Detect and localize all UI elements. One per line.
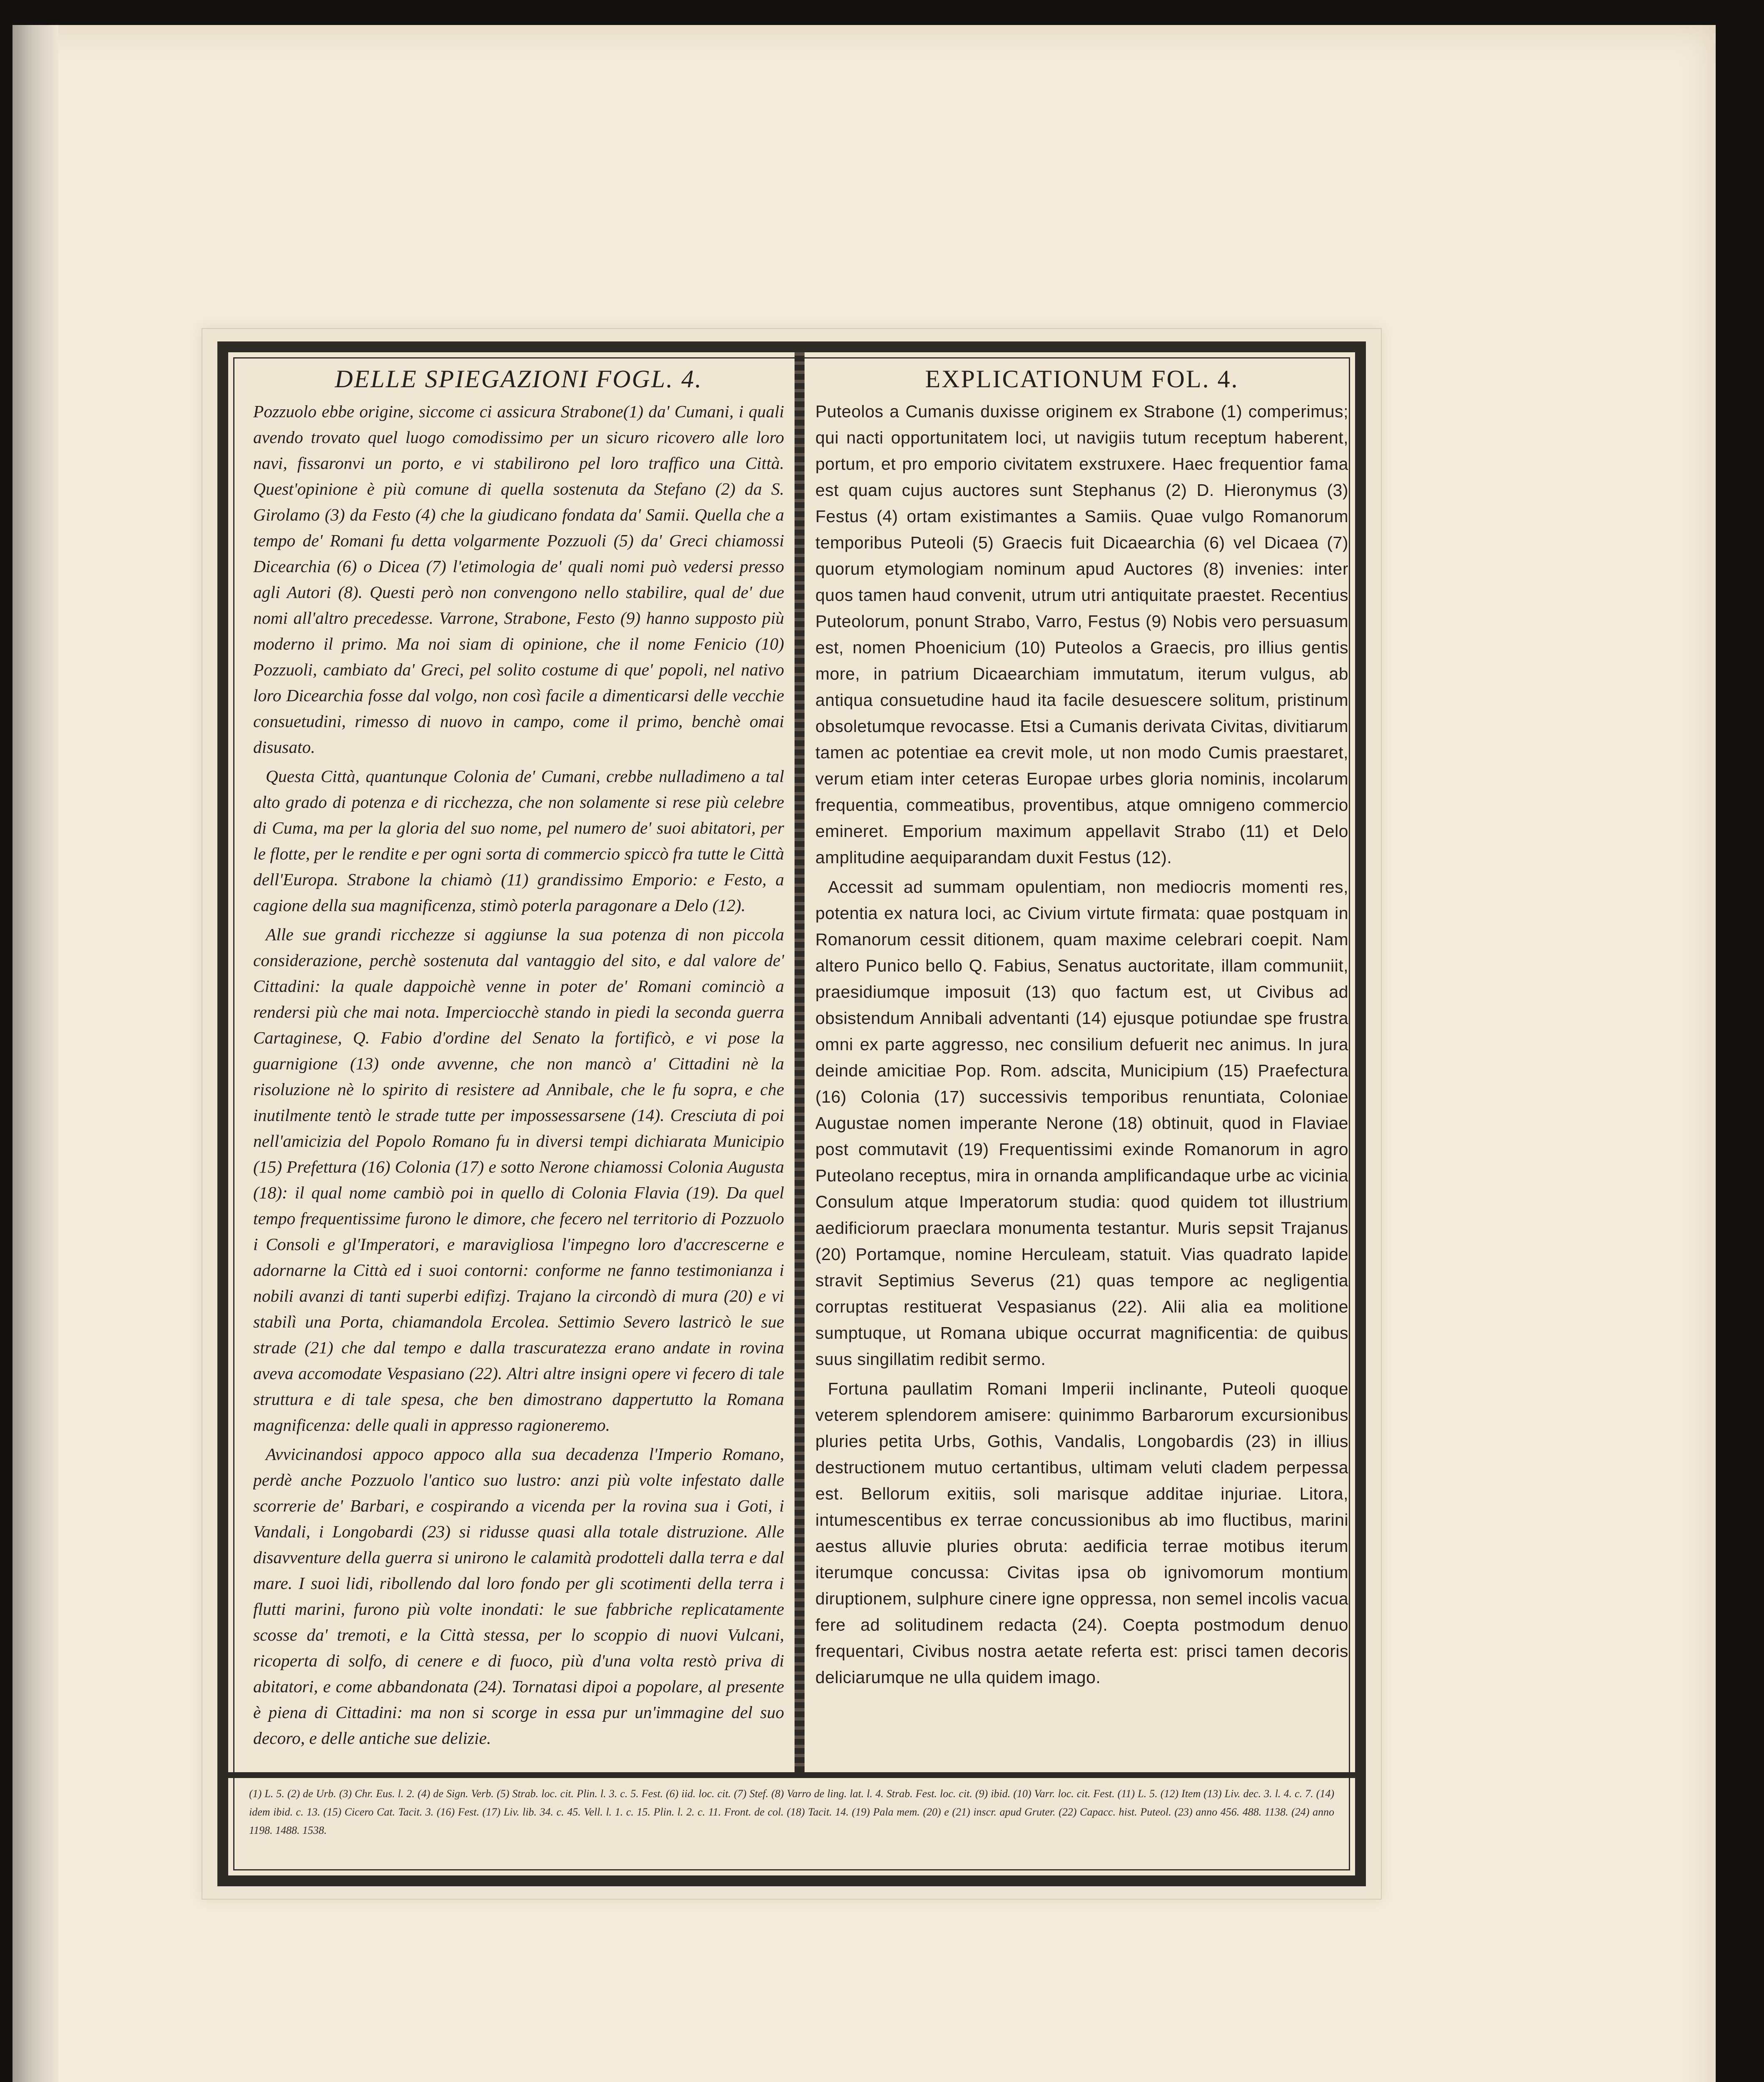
italian-heading: DELLE SPIEGAZIONI FOGL. 4. (335, 365, 703, 393)
italian-paragraph-2: Questa Città, quantunque Colonia de' Cumani, crebbe nulladimeno a tal alto grado di potenza e di ricchezza, che non solamente si rese più celebre di Cuma, ma per la gloria del suo nome, pel numero de' suoi abitatori, per le flotte, per le rendite e per ogni sorta di commercio spiccò fra tutte le Città dell'Europa. Strabone la chiamò (11) grandissimo Emporio: e Festo, a cagione della sua magnificenza, stimò poterla paragonare a Delo (12). (253, 767, 784, 915)
italian-paragraph-3: Alle sue grandi ricchezze si aggiunse la sua potenza di non piccola considerazione, perchè sostenuta dal vantaggio del sito, e dal valore de' Cittadini: la quale dappoichè venne in poter de' Romani cominciò a rendersi più che mai nota. Imperciocchè stando in piedi la seconda guerra Cartaginese, Q. Fabio d'ordine del Senato la fortificò, e vi pose la guarnigione (13) onde avvenne, che non mancò a' Cittadini nè la risoluzione nè lo spirito di resistere ad Annibale, che le fu sopra, e che inutilmente tentò le strade tutte per impossessarsene (14). Cresciuta di poi nell'amicizia del Popolo Romano fu in diversi tempi dichiarata Municipio (15) Prefettura (16) Colonia (17) e sotto Nerone chiamossi Colonia Augusta (18): il qual nome cambiò poi in quello di Colonia Flavia (19). Da quel tempo frequentissime furono le dimore, che fecero nel territorio di Pozzuolo i Consoli e gl'Imperatori, e maravigliosa l'impegno loro d'accrescerne e adornarne la Città ed i suoi contorni: conforme ne fanno testimonianza i nobili avanzi di tanti superbi edifizj. Trajano la circondò di mura (20) e vi stabilì una Porta, chiamandola Ercolea. Settimio Severo lastricò le sue strade (21) che dal tempo e dalla trascuratezza erano andate in rovina aveva accomodate Vespasiano (22). Altri altre insigni opere vi fecero di tale struttura e di tale spesa, che ben dimostrano dappertutto la Romana magnificenza: delle quali in appresso ragioneremo. (253, 925, 784, 1434)
column-divider (795, 352, 805, 1772)
latin-column (815, 365, 1348, 1768)
engraved-plate (202, 329, 1381, 1899)
latin-paragraph-2: Accessit ad summam opulentiam, non mediocris momenti res, potentia ex natura loci, ac Civium virtute firmata: quae postquam in Romanorum cessit ditionem, quam maxime celebrari coepit. Nam altero Punico bello Q. Fabius, Senatus auctoritate, illam communiit, praesidiumque imposuit (13) quo factum est, ut Civibus ad obsistendum Annibali adventanti (14) ejusque potiundae spe frustra omni ex parte aggresso, nec consilium defuerit nec animus. In jura deinde amicitiae Pop. Rom. adscita, Municipium (15) Praefectura (16) Colonia (17) successivis temporibus renuntiata, Coloniae Augustae nomen imperante Nerone (18) obtinuit, quod in Flaviae post commutavit (19) Frequentissimi exinde Romanorum in agro Puteolano receptus, mira in ornanda amplificandaque urbe ac vicinia Consulum atque Imperatorum studia: quod quidem tot illustrium aedificiorum praeclara monumenta testantur. Muris sepsit Trajanus (20) Portamque, nomine Herculeam, statuit. Vias quadrato lapide stravit Septimius Severus (21) quas tempore ac negligentia corruptas restituerat Vespasianus (22). Alii alia ea molitione sumptuque, ut Romana ubique occurrat magnificentia: de quibus suus singillatim redibit sermo. (815, 877, 1348, 1369)
latin-paragraph-1: Puteolos a Cumanis duxisse originem ex Strabone (1) comperimus; qui nacti opportunitatem loci, ut navigiis tutum receptum haberent, portum, et pro emporio civitatem exstruxere. Haec frequentior fama est quam cujus auctores sunt Stephanus (2) D. Hieronymus (3) Festus (4) ortam existimantes a Samiis. Quae vulgo Romanorum temporibus Puteoli (5) Graecis fuit Dicaearchia (6) vel Dicaea (7) quorum etymologiam nominum apud Auctores (8) invenies: inter quos tamen haud convenit, utrum utri antiquitate praestet. Recentius Puteolorum, ponunt Strabo, Varro, Festus (9) Nobis vero persuasum est, nomen Phoenicium (10) Puteolos a Graecis, pro illius gentis more, in patrium Dicaearchiam immutatum, iterum vulgus, ab antiqua consuetudine haud ita facile desuescere solitum, pristinum obsoletumque revocasse. Etsi a Cumanis derivata Civitas, divitiarum tamen ac potentiae ea crevit mole, ut non modo Cumis praestaret, verum etiam inter ceteras Europae urbes gloria nominis, incolarum frequentia, commeatibus, proventibus, atque omnigeno commercio emineret. Emporium maximum appellavit Strabo (11) et Delo amplitudine aequiparandam duxit Festus (12). (815, 402, 1348, 867)
italian-paragraph-1: Pozzuolo ebbe origine, siccome ci assicura Strabone(1) da' Cumani, i quali avendo trovato quel luogo comodissimo per un sicuro ricovero alle loro navi, fissaronvi un porto, e vi stabilirono pel loro traffico una Città. Quest'opinione è più comune di quella sostenuta da Stefano (2) da S. Girolamo (3) da Festo (4) che la giudicano fondata da' Samii. Quella che a tempo de' Romani fu detta volgarmente Pozzuoli (5) da' Greci chiamossi Dicearchia (6) o Dicea (7) l'etimologia de' quali nomi può vedersi presso agli Autori (8). Questi però non convengono nello stabilire, qual de' due nomi all'altro precedesse. Varrone, Strabone, Festo (9) hanno supposto più moderno il primo. Ma noi siam di opinione, che il nome Fenicio (10) Pozzuoli, cambiato da' Greci, pel solito costume di que' popoli, nel nativo loro Dicearchia fosse dal volgo, non così facile a dimenticarsi delle vecchie consuetudini, rimesso di nuovo in campo, come il primo, benchè omai disusato. (253, 402, 784, 757)
footnotes: (1) L. 5. (2) de Urb. (3) Chr. Eus. l. 2. (4) de Sign. Verb. (5) Strab. loc. cit. Plin. l. 3. c. 5. Fest. (6) iid. loc. cit. (7) Stef. (8) Varro de ling. lat. l. 4. Strab. Fest. loc. cit. (9) ibid. (10) Varr. loc. cit. Fest. (11) L. 5. (12) Item (13) Liv. dec. 3. l. 4. c. 7. (14) idem ibid. c. 13. (15) Cicero Cat. Tacit. 3. (16) Fest. (17) Liv. lib. 34. c. 45. Vell. l. 1. c. 15. Plin. l. 2. c. 11. Front. de col. (18) Tacit. 14. (19) Pala mem. (20) e (21) inscr. apud Gruter. (22) Capacc. hist. Puteol. (23) anno 456. 488. 1138. (24) anno 1198. 1488. 1538. (249, 1788, 1334, 1836)
latin-heading: EXPLICATIONUM FOL. 4. (925, 365, 1239, 393)
ornamental-border (217, 341, 1366, 1886)
italian-paragraph-4: Avvicinandosi appoco appoco alla sua decadenza l'Imperio Romano, perdè anche Pozzuolo l'antico suo lustro: anzi più volte infestato dalle scorrerie de' Barbari, e cospirando a vicenda per la rovina sua i Goti, i Vandali, i Longobardi (23) si ridusse quasi alla totale distruzione. Alle disavventure della guerra si unirono le calamità prodotteli dalla terra e dal mare. I suoi lidi, ribollendo dal loro fondo per gli scotimenti della terra i flutti marini, furono più volte inondati: le sue fabbriche replicatamente scosse da' tremoti, e la Città stessa, per lo scoppio di nuovi Vulcani, ricoperta di solfo, di cenere e di fuoco, più d'una volta restò priva di abitatori, e come abbandonata (24). Tornatasi dipoi a popolare, al presente è piena di Cittadini: ma non si scorge in essa pur un'immagine del suo decoro, e delle antiche sue delizie. (253, 1444, 784, 1748)
footnote-rule (228, 1772, 1355, 1778)
book-spine-shadow (12, 25, 58, 2082)
italian-column (253, 365, 784, 1768)
latin-paragraph-3: Fortuna paullatim Romani Imperii inclinante, Puteoli quoque veterem splendorem amisere: quinimmo Barbarorum excursionibus pluries petita Urbs, Gothis, Vandalis, Longobardis (23) in illius destructionem mutuo certantibus, ultimam veluti cladem perpessa est. Bellorum exitiis, soli marisque additae injuriae. Litora, intumescentibus ex terrae concussionibus ab imo fluctibus, marini aestus alluvie pluries obruta: aedificia terrae motibus iterum iterumque concussa: Civitas ipsa ob ignivomorum montium diruptionem, sulphure cinere igne oppressa, non semel incolis vacua fere ad solitudinem redacta (24). Coepta postmodum denuo frequentari, Civibus nostra aetate referta est: prisci tamen decoris deliciarumque ne ulla quidem imago. (815, 1379, 1348, 1687)
